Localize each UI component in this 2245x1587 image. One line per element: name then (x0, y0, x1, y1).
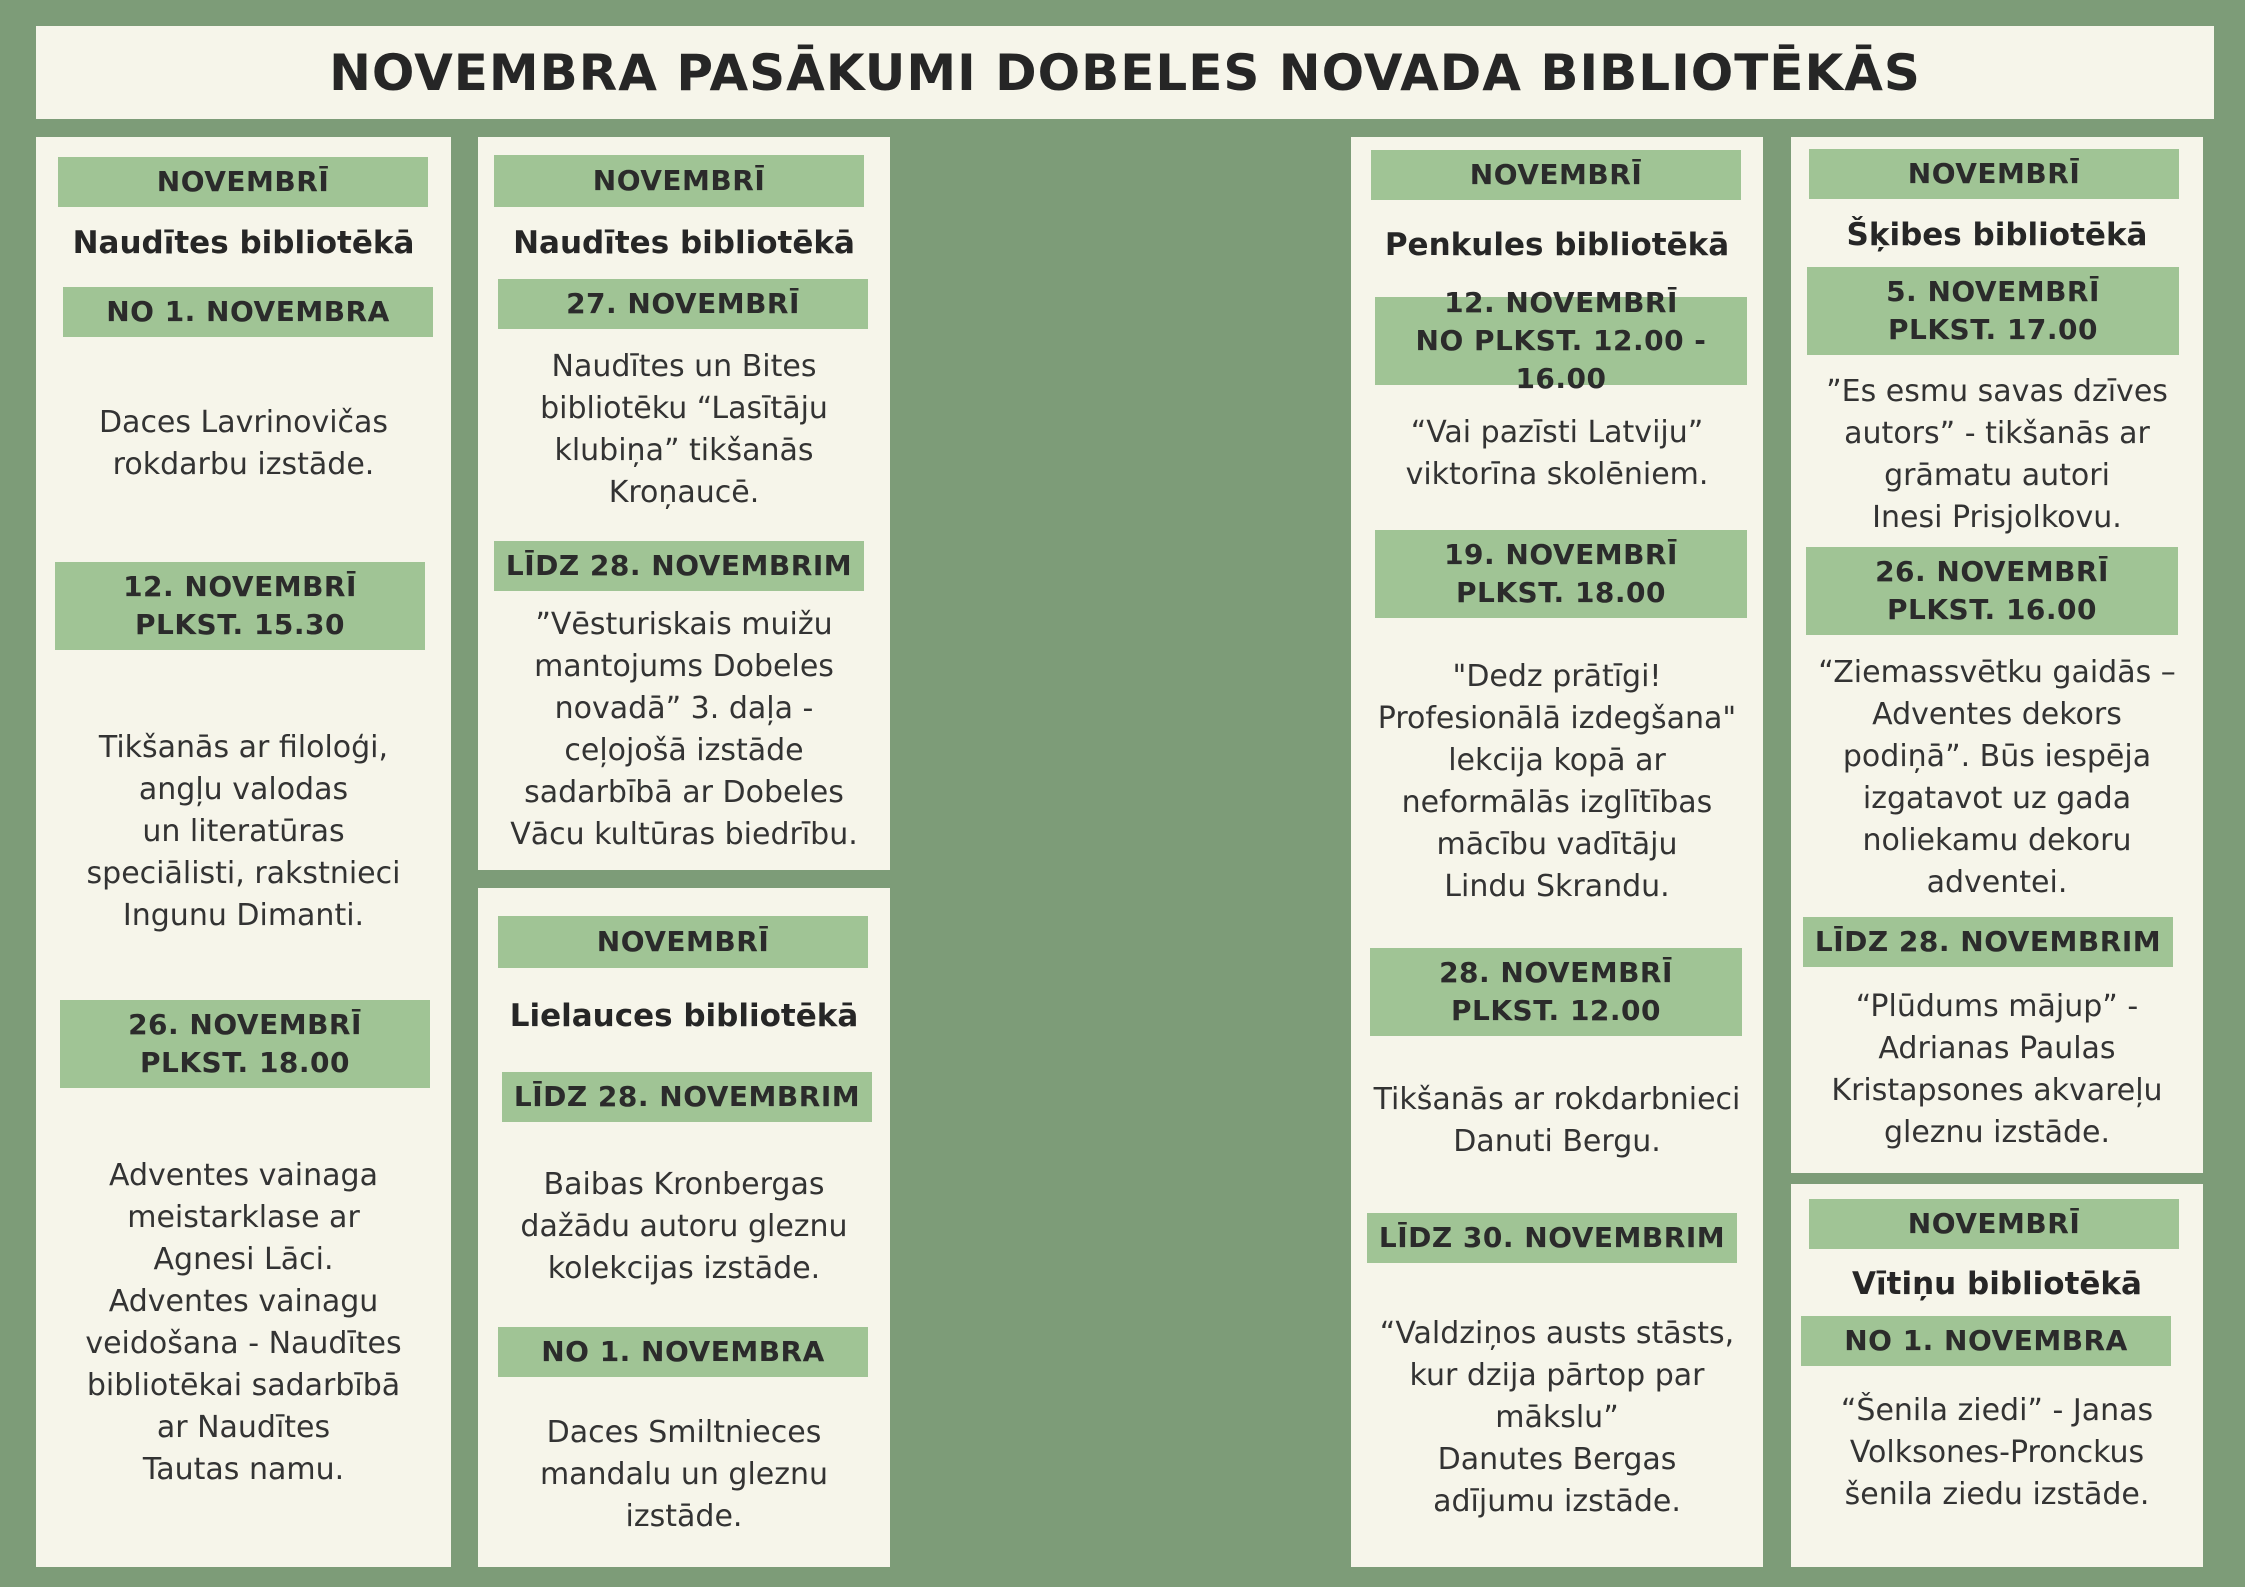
date-tag-time: PLKST. 15.30 (134, 608, 346, 641)
date-tag-time: PLKST. 18.00 (1455, 576, 1667, 609)
event-description: “Plūdums mājup” - Adrianas Paulas Kristapsones akvareļu gleznu izstāde. (1831, 989, 2163, 1150)
date-tag-day: 12. NOVEMBRĪ (1444, 286, 1678, 319)
event-description: “Valdziņos austs stāsts, kur dzija pārtop par mākslu” Danutes Bergas adījumu izstāde. (1379, 1316, 1735, 1519)
date-tag: NO 1. NOVEMBRA (498, 1327, 868, 1377)
card-naudites-1 (36, 137, 451, 1567)
date-tag-time: PLKST. 17.00 (1887, 313, 2099, 346)
date-tag-time: PLKST. 18.00 (139, 1046, 351, 1079)
event-description: Adventes vainaga meistarklase ar Agnesi Lāci. Adventes vainagu veidošana - Naudītes bibliotēkai sadarbībā ar Naudītes Tautas namu. (85, 1158, 402, 1487)
date-tag-day: 19. NOVEMBRĪ (1444, 538, 1678, 571)
month-tag: NOVEMBRĪ (1809, 149, 2179, 199)
library-name: Naudītes bibliotēkā (72, 225, 415, 261)
month-tag: NOVEMBRĪ (494, 155, 864, 207)
title-bar (36, 26, 2214, 119)
date-tag (1370, 948, 1742, 1036)
event-description: ”Vēsturiskais muižu mantojums Dobeles novadā” 3. daļa - ceļojošā izstāde sadarbībā ar Dobeles Vācu kultūras biedrību. (510, 607, 858, 852)
date-tag-time: PLKST. 16.00 (1886, 593, 2098, 626)
library-name: Šķibes bibliotēkā (1846, 217, 2148, 253)
event-description: "Dedz prātīgi! Profesionālā izdegšana" lekcija kopā ar neformālās izglītības mācību vadītāju Lindu Skrandu. (1377, 659, 1737, 904)
event-description: Tikšanās ar rokdarbnieci Danuti Bergu. (1373, 1082, 1741, 1159)
date-tag-day: 26. NOVEMBRĪ (128, 1008, 362, 1041)
event-description: Tikšanās ar filoloģi, angļu valodas un literatūras speciālisti, rakstnieci Ingunu Dimanti. (86, 730, 401, 933)
card-penkules (1351, 137, 1763, 1567)
library-name: Vītiņu bibliotēkā (1852, 1266, 2142, 1302)
date-tag-day: 28. NOVEMBRĪ (1439, 956, 1673, 989)
event-description: Daces Lavrinovičas rokdarbu izstāde. (98, 405, 389, 482)
date-tag: NO 1. NOVEMBRA (63, 287, 433, 337)
date-tag-day: 12. NOVEMBRĪ (123, 570, 357, 603)
event-description: Baibas Kronbergas dažādu autoru gleznu kolekcijas izstāde. (520, 1167, 848, 1286)
date-tag: LĪDZ 30. NOVEMBRIM (1367, 1213, 1737, 1263)
date-tag (1375, 530, 1747, 618)
event-description: “Vai pazīsti Latviju” viktorīna skolēniem. (1405, 415, 1709, 492)
date-tag: 27. NOVEMBRĪ (498, 279, 868, 329)
date-tag: LĪDZ 28. NOVEMBRIM (502, 1072, 872, 1122)
event-description: “Ziemassvētku gaidās – Adventes dekors podiņā”. Būs iespēja izgatavot uz gada noliekamu dekoru adventei. (1818, 655, 2176, 900)
month-tag: NOVEMBRĪ (498, 916, 868, 968)
event-description: “Šenila ziedi” - Janas Volksones-Pronckus šenila ziedu izstāde. (1840, 1393, 2154, 1512)
date-tag (1807, 267, 2179, 355)
card-vitinu (1791, 1184, 2203, 1567)
event-description: ”Es esmu savas dzīves autors” - tikšanās ar grāmatu autori Inesi Prisjolkovu. (1826, 374, 2168, 535)
date-tag-time: NO PLKST. 12.00 - 16.00 (1415, 324, 1707, 395)
card-naudites-2 (478, 137, 890, 870)
month-tag: NOVEMBRĪ (58, 157, 428, 207)
event-description: Daces Smiltnieces mandalu un gleznu izstāde. (539, 1415, 829, 1534)
card-skibes (1791, 137, 2203, 1173)
date-tag (60, 1000, 430, 1088)
date-tag (55, 562, 425, 650)
date-tag: LĪDZ 28. NOVEMBRIM (1803, 917, 2173, 967)
date-tag-day: 5. NOVEMBRĪ (1886, 275, 2100, 308)
event-description: Naudītes un Bites bibliotēku “Lasītāju klubiņa” tikšanās Kroņaucē. (540, 349, 828, 510)
library-name: Naudītes bibliotēkā (513, 225, 855, 261)
date-tag (1806, 547, 2178, 635)
date-tag-time: PLKST. 12.00 (1450, 994, 1662, 1027)
page-title: NOVEMBRA PASĀKUMI DOBELES NOVADA BIBLIOTĒKĀS (329, 43, 1921, 102)
date-tag: LĪDZ 28. NOVEMBRIM (494, 541, 864, 591)
library-name: Lielauces bibliotēkā (509, 998, 859, 1034)
date-tag: NO 1. NOVEMBRA (1801, 1316, 2171, 1366)
card-lielauces (478, 888, 890, 1567)
month-tag: NOVEMBRĪ (1371, 150, 1741, 200)
library-name: Penkules bibliotēkā (1384, 227, 1730, 263)
date-tag (1375, 286, 1747, 395)
month-tag: NOVEMBRĪ (1809, 1199, 2179, 1249)
date-tag-day: 26. NOVEMBRĪ (1875, 555, 2109, 588)
